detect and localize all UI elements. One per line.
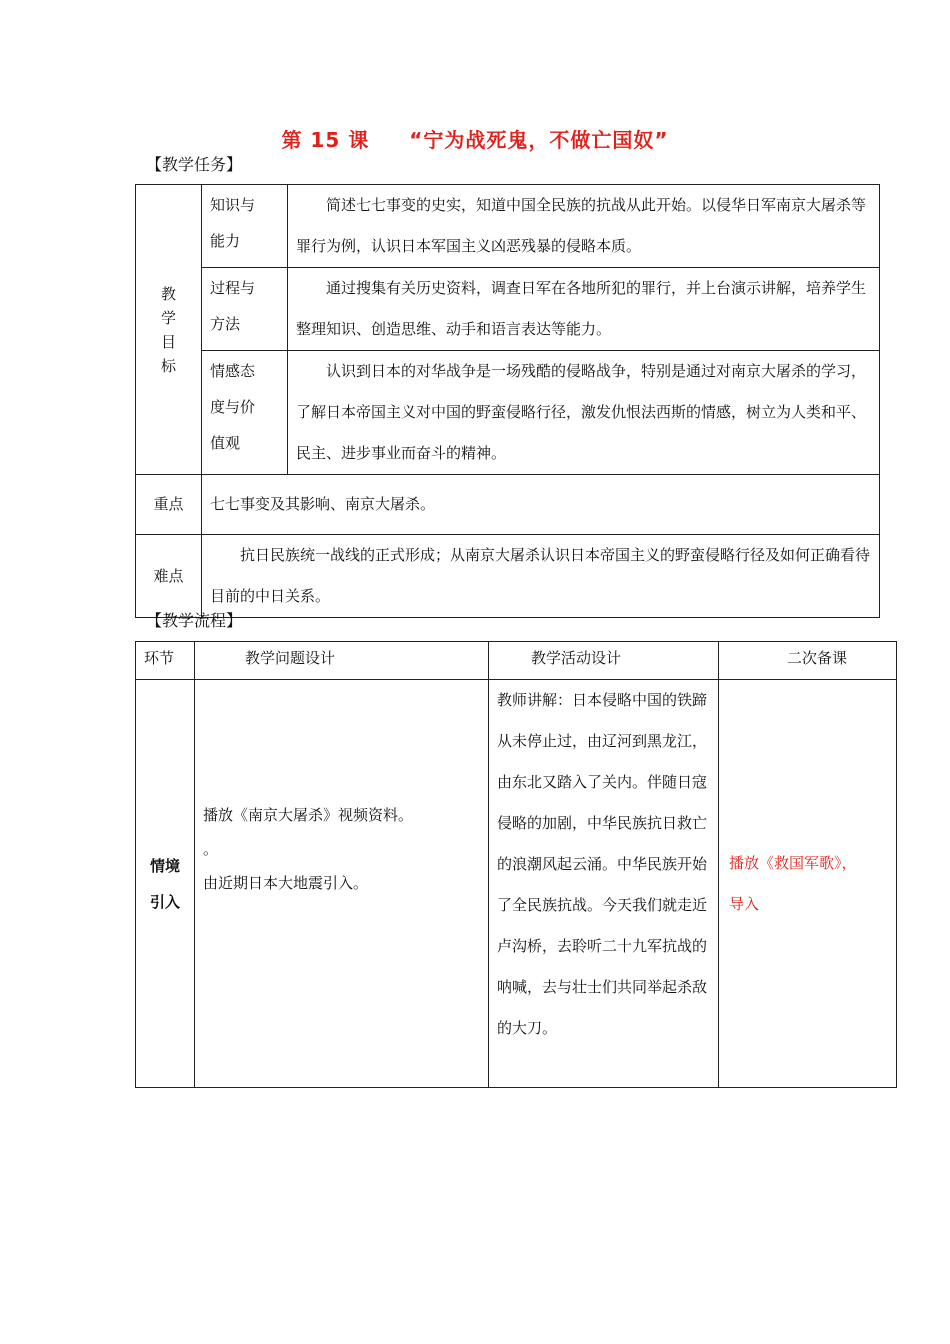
revision-note bbox=[719, 680, 897, 1088]
process-label-line: 方法 bbox=[210, 315, 241, 333]
question-line: 由近期日本大地震引入。 bbox=[203, 874, 369, 892]
difficulty-text: 抗日民族统一战线的正式形成；从南京大屠杀认识日本帝国主义的野蛮侵略行径及如何正确看待目前的中日关系。 bbox=[202, 535, 880, 618]
goals-label-char: 目 bbox=[160, 332, 176, 351]
emotion-text: 认识到日本的对华战争是一场残酷的侵略战争，特别是通过对南京大屠杀的学习，了解日本帝国主义对中国的野蛮侵略行径，激发仇恨法西斯的情感，树立为人类和平、民主、进步事业而奋斗的精神。 bbox=[288, 351, 880, 475]
question-cell bbox=[195, 680, 489, 1088]
section-heading-flow: 【教学流程】 bbox=[146, 611, 243, 630]
teaching-flow-table bbox=[135, 641, 897, 1088]
activity-text: 教师讲解：日本侵略中国的铁蹄从未停止过，由辽河到黑龙江，由东北又踏入了关内。伴随日寇侵略的加剧，中华民族抗日救亡的浪潮风起云涌。中华民族开始了全民族抗战。今天我们就走近卢沟桥，去聆听二十九军抗战的呐喊，去与壮士们共同举起杀敌的大刀。 bbox=[489, 680, 719, 1088]
process-text: 通过搜集有关历史资料，调查日军在各地所犯的罪行，并上台演示讲解，培养学生整理知识、创造思维、动手和语言表达等能力。 bbox=[288, 268, 880, 351]
section-heading-task: 【教学任务】 bbox=[146, 155, 243, 174]
page-title bbox=[0, 124, 950, 153]
goals-label-char: 学 bbox=[160, 308, 176, 327]
header-questions: 教学问题设计 bbox=[195, 642, 489, 680]
emotion-label-line: 情感态 bbox=[210, 362, 256, 380]
emotion-label bbox=[202, 351, 288, 475]
question-line: 。 bbox=[203, 840, 219, 858]
emotion-label-line: 度与价 bbox=[210, 398, 256, 416]
process-label-line: 过程与 bbox=[210, 279, 256, 297]
stage-line: 引入 bbox=[149, 892, 180, 911]
question-line: 播放《南京大屠杀》视频资料。 bbox=[203, 806, 414, 824]
teaching-task-table bbox=[135, 184, 880, 618]
knowledge-label-line: 知识与 bbox=[210, 196, 256, 214]
key-point-text: 七七事变及其影响、南京大屠杀。 bbox=[202, 475, 880, 535]
stage-cell bbox=[136, 680, 195, 1088]
header-stage: 环节 bbox=[136, 642, 195, 680]
revision-note-line: 导入 bbox=[729, 894, 760, 913]
stage-line: 情境 bbox=[149, 856, 180, 875]
goals-label-cell bbox=[136, 185, 202, 475]
revision-note-line: 播放《救国军歌》， bbox=[729, 853, 857, 872]
emotion-label-line: 值观 bbox=[210, 434, 241, 452]
header-revision: 二次备课 bbox=[719, 642, 897, 680]
lesson-number: 第 15 课 bbox=[281, 128, 370, 152]
goals-label-char: 标 bbox=[160, 356, 176, 375]
key-point-label: 重点 bbox=[136, 475, 202, 535]
process-label bbox=[202, 268, 288, 351]
knowledge-text: 简述七七事变的史实，知道中国全民族的抗战从此开始。以侵华日军南京大屠杀等罪行为例，认识日本军国主义凶恶残暴的侵略本质。 bbox=[288, 185, 880, 268]
knowledge-label bbox=[202, 185, 288, 268]
difficulty-label: 难点 bbox=[136, 535, 202, 618]
knowledge-label-line: 能力 bbox=[210, 232, 241, 250]
goals-label-char: 教 bbox=[160, 284, 176, 303]
header-activities: 教学活动设计 bbox=[489, 642, 719, 680]
lesson-quote: “宁为战死鬼，不做亡国奴” bbox=[409, 128, 669, 152]
